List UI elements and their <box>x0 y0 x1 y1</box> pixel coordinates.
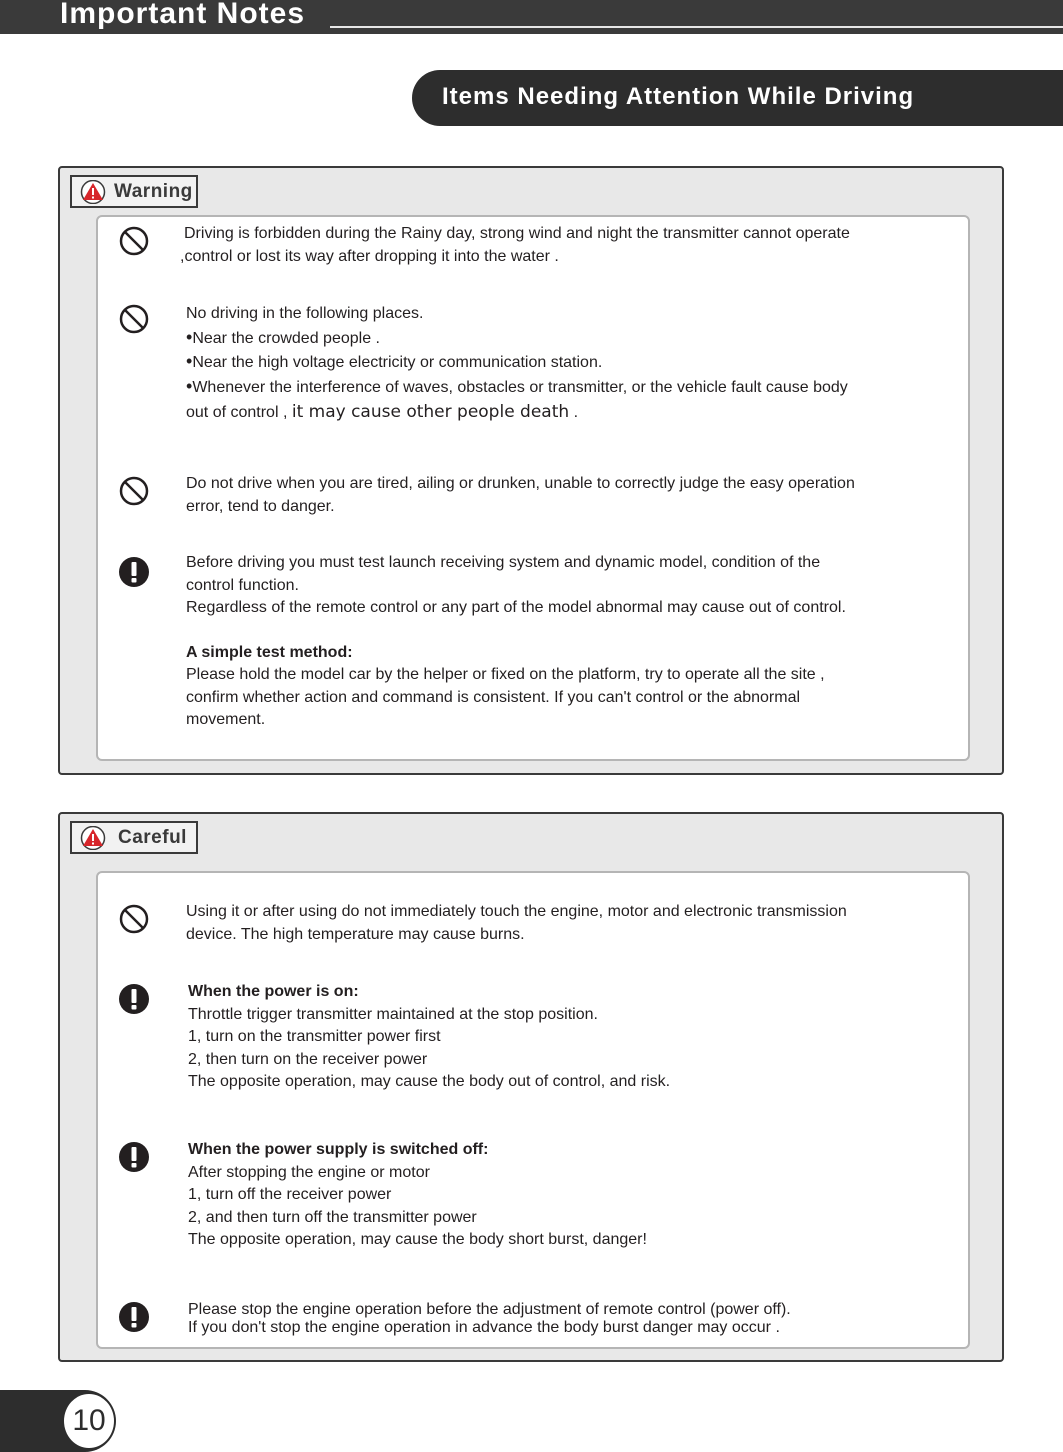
careful-panel <box>58 812 1004 1362</box>
warning-content <box>96 215 970 761</box>
warning-panel <box>58 166 1004 775</box>
page-title: Important Notes <box>60 0 306 30</box>
careful-label: Careful <box>118 826 187 848</box>
prohibited-icon <box>118 303 150 335</box>
header-rule <box>330 26 1063 28</box>
prohibited-icon <box>118 225 150 257</box>
warning-triangle-icon <box>80 826 106 850</box>
section-title: Items Needing Attention While Driving <box>442 83 915 110</box>
warning-triangle-icon <box>80 180 106 204</box>
careful-item-text: When the power supply is switched off: After stopping the engine or motor 1, turn off the receiver power 2, and then turn off the transmitter power The opposite operation, may cause the body short burst, danger! <box>188 1139 958 1252</box>
warning-label: Warning <box>114 180 193 202</box>
list-item: • Whenever the interference of waves, obstacles or transmitter, or the vehicle fault cause body <box>186 375 956 400</box>
list-item: • Near the high voltage electricity or communication station. <box>186 350 956 375</box>
section-banner <box>412 70 1063 126</box>
prohibited-icon <box>118 903 150 935</box>
warning-item-text: No driving in the following places. • Near the crowded people . • Near the high voltage electricity or communication station. • Whenever the interference of waves, obstacles or transmitter, or the vehicle fault cause body out of control , it may cause other people death . <box>186 303 956 425</box>
careful-item-text: Using it or after using do not immediately touch the engine, motor and electronic transmission device. The high temperature may cause burns. <box>186 903 847 943</box>
warning-item-text: Do not drive when you are tired, ailing or drunken, unable to correctly judge the easy operation error, tend to danger. <box>186 475 855 515</box>
careful-item-text: Please stop the engine operation before the adjustment of remote control (power off). If you don't stop the engine operation in advance the body burst danger may occur . <box>188 1301 791 1336</box>
list-item: • Near the crowded people . <box>186 326 956 351</box>
subheading: A simple test method: <box>186 643 353 661</box>
exclamation-icon <box>118 1301 150 1333</box>
warning-item-text: Driving is forbidden during the Rainy day, strong wind and night the transmitter cannot operate ,control or lost its way after dropping it into the water . <box>180 225 850 265</box>
exclamation-icon <box>118 1141 150 1173</box>
prohibited-icon <box>118 475 150 507</box>
warning-item-text: Before driving you must test launch receiving system and dynamic model, condition of the control function. Regardless of the remote control or any part of the model abnormal may cause out of control. A simple test method: Please hold the model car by the helper or fixed on the platform, try to operate all the site , confirm whether action and command is consistent. If you can't control or the abnormal movement. <box>186 552 956 732</box>
careful-content <box>96 871 970 1349</box>
warning-tag <box>70 175 198 208</box>
careful-tag <box>70 821 198 854</box>
exclamation-icon <box>118 556 150 588</box>
page-number: 10 <box>64 1394 114 1448</box>
subheading: When the power is on: <box>188 983 359 1000</box>
subheading: When the power supply is switched off: <box>188 1141 489 1158</box>
exclamation-icon <box>118 983 150 1015</box>
careful-item-text: When the power is on: Throttle trigger transmitter maintained at the stop position. 1, turn on the transmitter power first 2, then turn on the receiver power The opposite operation, may cause the body out of control, and risk. <box>188 981 958 1094</box>
